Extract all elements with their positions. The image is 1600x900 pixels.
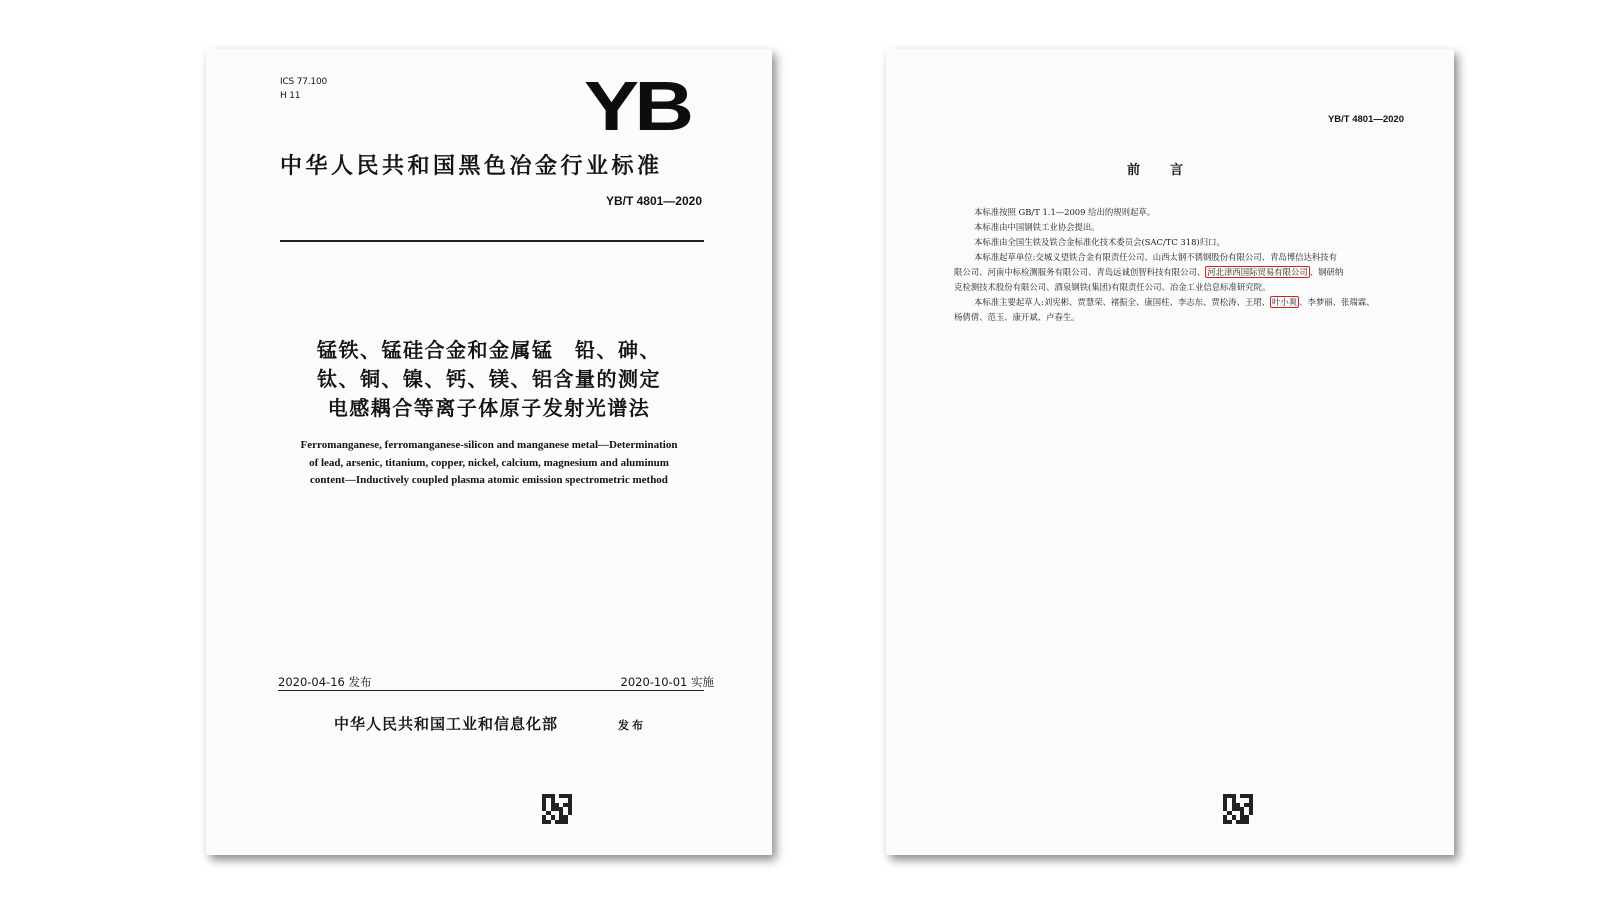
drafting-units-line: 本标准起草单位:交城义望铁合金有限责任公司、山西太钢不锈钢股份有限公司、青岛博信达科技有 [974,252,1337,262]
drafting-units-line [954,265,1343,280]
highlighted-company: 河北津西国际贸易有限公司 [1207,267,1308,277]
standard-category-title: 中华人民共和国黑色冶金行业标准 [280,154,663,179]
drafters-text: 、李梦丽、张瑞霖、 [1299,297,1375,307]
standard-cover-page [206,49,772,855]
english-title-line: of lead, arsenic, titanium, copper, nickel, calcium, magnesium and aluminum [309,456,669,469]
classification-codes [280,75,327,103]
implementation-date: 2020-10-01 实施 [620,675,714,689]
drafters-line [974,295,1374,310]
footer-divider [278,690,704,691]
drafting-units-line: 克检测技术股份有限公司、酒泉钢铁(集团)有限责任公司、冶金工业信息标准研究院。 [954,282,1271,292]
english-title [206,437,772,490]
drafting-units-text: 限公司、河南中标检测服务有限公司、青岛远诚创智科技有限公司、 [954,267,1206,277]
english-title-line: content—Inductively coupled plasma atomic emission spectrometric method [310,474,668,486]
issuing-ministry: 中华人民共和国工业和信息化部 [334,715,559,733]
foreword-heading: 前言 [1126,163,1213,178]
drafting-units-text: 、钢研纳 [1309,267,1344,277]
qr-code-icon [542,794,572,824]
ccs-code: H 11 [280,91,301,101]
chinese-title-line: 电感耦合等离子体原子发射光谱法 [327,396,651,420]
header-divider [280,240,704,242]
page-header-standard-number: YB/T 4801—2020 [1327,114,1404,125]
chinese-title-line: 锰铁、锰硅合金和金属锰 铅、砷、 [317,338,661,362]
yb-logo: YB [584,67,690,145]
issue-date: 2020-04-16 发布 [278,675,372,689]
issued-label: 发布 [618,719,646,732]
drafters-text: 本标准主要起草人:刘宪彬、贾慧荣、褚振全、康国柱、李志东、贾松涛、王珺、 [974,297,1270,307]
standard-number: YB/T 4801—2020 [605,194,702,208]
drafters-line: 杨倩倩、范玉、康开斌、卢春生。 [954,312,1080,322]
ics-code: ICS 77.100 [280,77,328,87]
chinese-title-line: 钛、铜、镍、钙、镁、铝含量的测定 [317,367,661,391]
qr-code-icon [1223,794,1253,824]
foreword-paragraph: 本标准由全国生铁及铁合金标准化技术委员会(SAC/TC 318)归口。 [974,237,1225,247]
chinese-title [206,336,772,423]
highlighted-drafter: 叶小爽 [1271,297,1298,307]
english-title-line: Ferromanganese, ferromanganese-silicon and manganese metal—Determination [300,439,678,451]
foreword-paragraph: 本标准由中国钢铁工业协会提出。 [974,222,1100,232]
foreword-paragraph: 本标准按照 GB/T 1.1—2009 给出的规则起草。 [974,207,1156,217]
foreword-page [886,49,1454,855]
